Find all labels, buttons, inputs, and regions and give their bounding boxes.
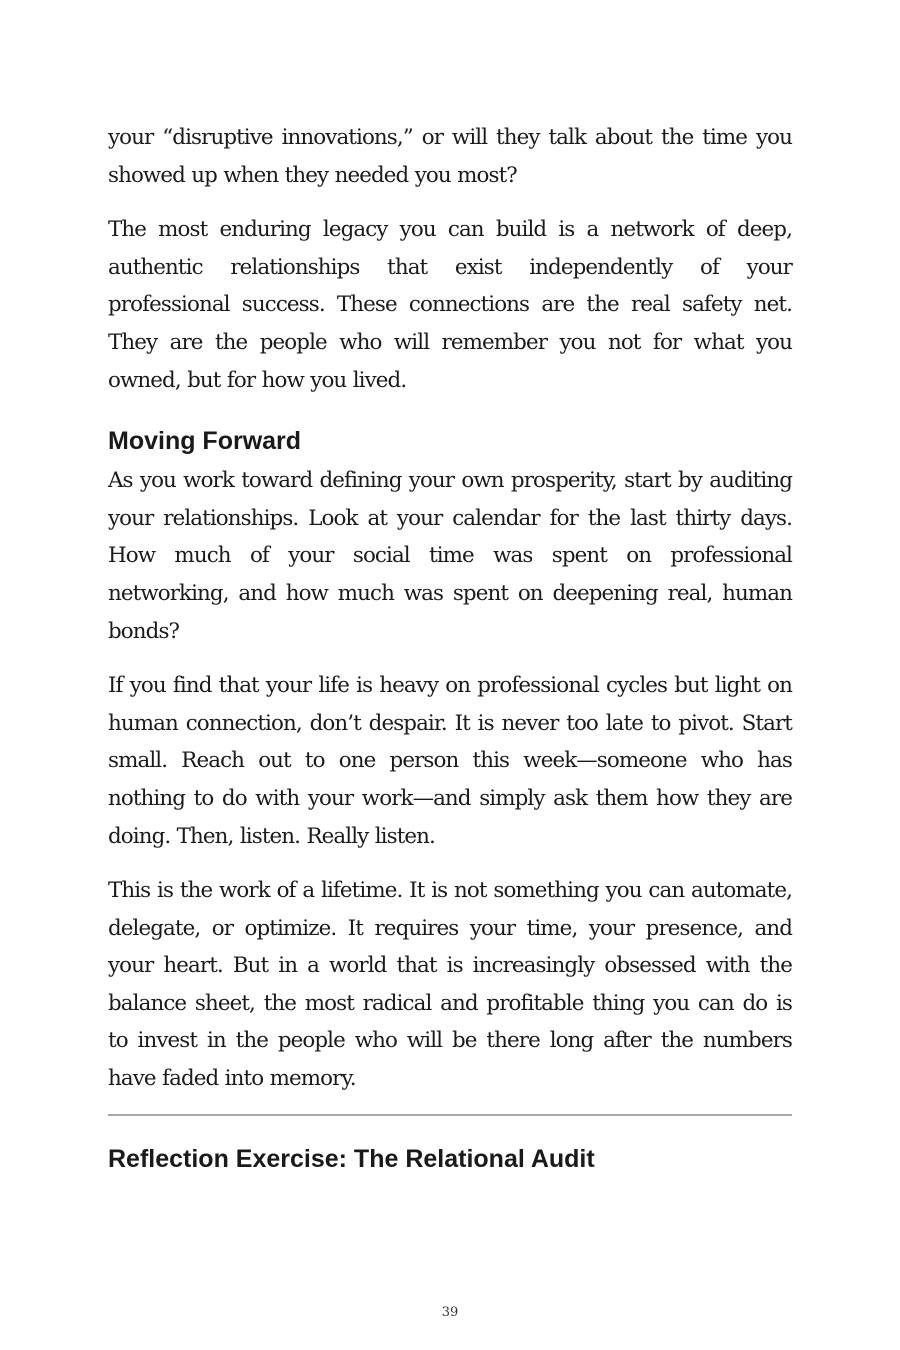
page-content (108, 119, 792, 1174)
body-paragraph: The most enduring legacy you can build is a network of deep, authentic relationships that exist independently of your professional success. These connections are the real safety net. They are the people who will remember you not for what you owned, but for how you lived. (108, 217, 792, 393)
section-heading-moving-forward: Moving Forward (108, 427, 302, 456)
body-paragraph: As you work toward defining your own prosperity, start by auditing your relationships. Look at your calendar for the last thirty days. How much of your social time was spent on professional networking, and how much was spent on deepening real, human bonds? (108, 468, 792, 644)
body-paragraph: If you find that your life is heavy on professional cycles but light on human connection, don’t despair. It is never too late to pivot. Start small. Reach out to one person this week—someone who has nothing to do with your work—and simply ask them how they are doing. Then, listen. Really listen. (108, 673, 792, 849)
page-number: 39 (441, 1305, 459, 1320)
section-divider (108, 1114, 792, 1116)
body-paragraph: your “disruptive innovations,” or will they talk about the time you showed up when they needed you most? (108, 125, 792, 188)
body-paragraph: This is the work of a lifetime. It is not something you can automate, delegate, or optimize. It requires your time, your presence, and your heart. But in a world that is increasingly obsessed with the balance sheet, the most radical and profitable thing you can do is to invest in the people who will be there long after the numbers have faded into memory. (108, 878, 792, 1092)
section-heading-reflection-exercise: Reflection Exercise: The Relational Audit (108, 1144, 595, 1173)
